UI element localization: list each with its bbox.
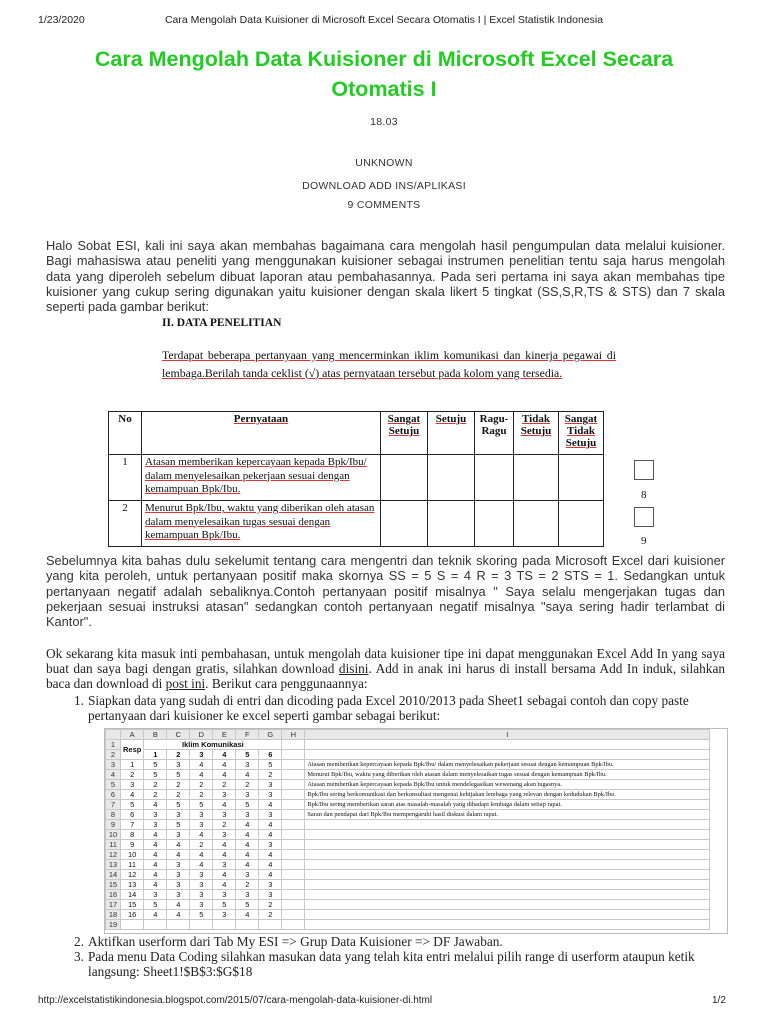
excel-row: 10 8 4 3 4 3 4 4 [106,830,710,840]
excel-row: 11 9 4 4 2 4 4 3 [106,840,710,850]
excel-row: 1 Resp Iklim Komunikasi [106,740,710,750]
questionnaire-row [109,455,604,501]
excel-row: 18 16 4 4 5 3 4 2 [106,910,710,920]
post-comments-link[interactable]: 9 COMMENTS [347,199,421,211]
excel-row: 16 14 3 3 3 3 3 3 [106,890,710,900]
excel-row: 6 4 2 2 2 3 3 3 Bpk/Ibu sering berkomunikasi dan berkonsultasi mengenai kebijakan lembaga yang relevan dengan kedudukan Bpk/Ibu. [106,790,710,800]
excel-row: 2 1 2 3 4 5 6 [106,750,710,760]
figure-instruction: Terdapat beberapa pertanyaan yang mencerminkan iklim komunikasi dan kinerja pegawai di lembaga.Berilah tanda ceklist (√) atas pernyataan tersebut pada kolom yang tersedia. [162,348,616,380]
excel-row: 5 3 2 2 2 2 2 3 Atasan memberikan kepercayaan kepada Bpk/Ibu untuk mendelegasikan wewenang akan tugasnya. [106,780,710,790]
step-2: 2. Aktifkan userform dari Tab My ESI => Grup Data Kuisioner => DF Jawaban. [74,934,503,949]
col-sangat-tidak-setuju: Sangat Tidak Setuju [559,412,604,455]
questionnaire-header-row [109,412,604,455]
col-sangat-setuju: Sangat Setuju [381,412,428,455]
excel-row: 19 [106,920,710,930]
print-footer-page: 1/2 [712,995,726,1006]
intro-paragraph: Halo Sobat ESI, kali ini saya akan membahas bagaimana cara mengolah hasil pengumpulan data melalui kuisioner. Bagi mahasiswa atau peneliti yang menggunakan kuisioner sebagai instrumen penelitian tentu saja harus mengolah data yang diperoleh sebelum dibuat laporan atau pembahasannya. Pada seri pertama ini saya akan membahas tipe kuisioner yang cukup sering digunakan yaitu kuisioner dengan skala likert 5 tingkat (SS,S,R,TS & STS) dan 7 skala seperti pada gambar berikut: [46,238,725,315]
excel-row: 13 11 4 3 4 3 4 4 [106,860,710,870]
row-number: 1 [109,455,142,501]
step-1: 1. Siapkan data yang sudah di entri dan dicoding pada Excel 2010/2013 pada Sheet1 sebagai contoh dan copy paste pertanyaan dari kuisioner ke excel seperti gambar sebagai berikut: [74,693,689,724]
excel-row: 9 7 3 5 3 2 4 4 [106,820,710,830]
questionnaire-table [108,411,604,547]
excel-row: 17 15 5 4 3 5 5 2 [106,900,710,910]
row-statement: Menurut Bpk/Ibu, waktu yang diberikan oleh atasan dalam menyelesaikan tugas sesuai dengan kemampuan Bpk/Ibu. [142,501,381,547]
excel-row: 14 12 4 3 3 4 3 4 [106,870,710,880]
row-statement: Atasan memberikan kepercayaan kepada Bpk/Ibu/ dalam menyelesaikan pekerjaan sesuai dengan kemampuan Bpk/Ibu. [142,455,381,501]
col-setuju: Setuju [428,412,475,455]
excel-grid [105,729,710,930]
addin-paragraph: Ok sekarang kita masuk inti pembahasan, untuk mengolah data kuisioner tipe ini dapat menggunakan Excel Add In yang saya buat dan saya bagi dengan gratis, silahkan download disini. Add in anak ini harus di install bersama Add In induk, silahkan baca dan download di post ini. Berikut cara penggunaannya: [46,646,725,692]
post-link[interactable]: post ini [165,676,206,692]
side-number: 9 [641,535,647,547]
scoring-paragraph: Sebelumnya kita bahas dulu sekelumit tentang cara mengentri dan teknik skoring pada Microsoft Excel dari kuisioner yang kita peroleh, untuk pertanyaan positif maka skornya SS = 5 S = 4 R = 3 TS = 2 STS = 1. Sedangkan untuk pertanyaan negatif adalah sebaliknya.Contoh pertanyaan positif misalnya " Saya selalu mengerjakan tugas dan pekerjaan sesuai instruksi atasan" sedangkan contoh pertanyaan negatif misalnya "saya sering hadir terlambat di Kantor". [46,553,725,630]
print-footer-url: http://excelstatistikindonesia.blogspot.com/2015/07/cara-mengolah-data-kuisioner-di.html [38,995,433,1006]
col-tidak-setuju: Tidak Setuju [514,412,559,455]
col-statement: Pernyataan [142,412,381,455]
row-number: 2 [109,501,142,547]
side-number: 8 [641,489,647,501]
excel-row: 15 13 4 3 3 4 2 3 [106,880,710,890]
print-header-title: Cara Mengolah Data Kuisioner di Microsoft Excel Secara Otomatis I | Excel Statistik Indonesia [164,14,604,26]
post-label-link[interactable]: DOWNLOAD ADD INS/APLIKASI [302,180,466,192]
checkbox-square [634,507,654,527]
print-date: 1/23/2020 [38,14,85,26]
post-author: UNKNOWN [355,157,413,169]
excel-row: 3 1 5 3 4 4 3 5 Atasan memberikan kepercayaan kepada Bpk/Ibu/ dalam menyelesaikan pekerjaan sesuai dengan kemampuan Bpk/Ibu. [106,760,710,770]
questionnaire-row [109,501,604,547]
checkbox-square [634,460,654,480]
excel-screenshot [104,728,728,934]
excel-row: 7 5 4 5 5 4 5 4 Bpk/Ibu sering memberikan saran atas masalah-masalah yang dihadapi lembaga dalam setiap rapat. [106,800,710,810]
excel-column-header-row: A B C D E F G H I [106,730,710,740]
post-time[interactable]: 18.03 [370,116,398,128]
figure-section-title: II. DATA PENELITIAN [162,317,282,329]
excel-row: 12 10 4 4 4 4 4 4 [106,850,710,860]
step-3: 3. Pada menu Data Coding silahkan masukan data yang telah kita entri melalui pilih range di userform ataupun ketik langsung: Sheet1!$B$3:$G$18 [74,949,695,980]
post-title[interactable]: Cara Mengolah Data Kuisioner di Microsoft Excel Secara Otomatis I [94,47,674,101]
excel-row: 8 6 3 3 3 3 3 3 Saran dan pendapat dari Bpk/Ibu mempengaruhi hasil diskusi dalam rapat. [106,810,710,820]
col-ragu-ragu: Ragu-Ragu [475,412,514,455]
excel-row: 4 2 5 5 4 4 4 2 Menurut Bpk/Ibu, waktu yang diberikan oleh atasan dalam menyelesaikan tugas sesuai dengan kemampuan Bpk/Ibu. [106,770,710,780]
download-link[interactable]: disini [338,661,369,677]
col-no: No [109,412,142,455]
